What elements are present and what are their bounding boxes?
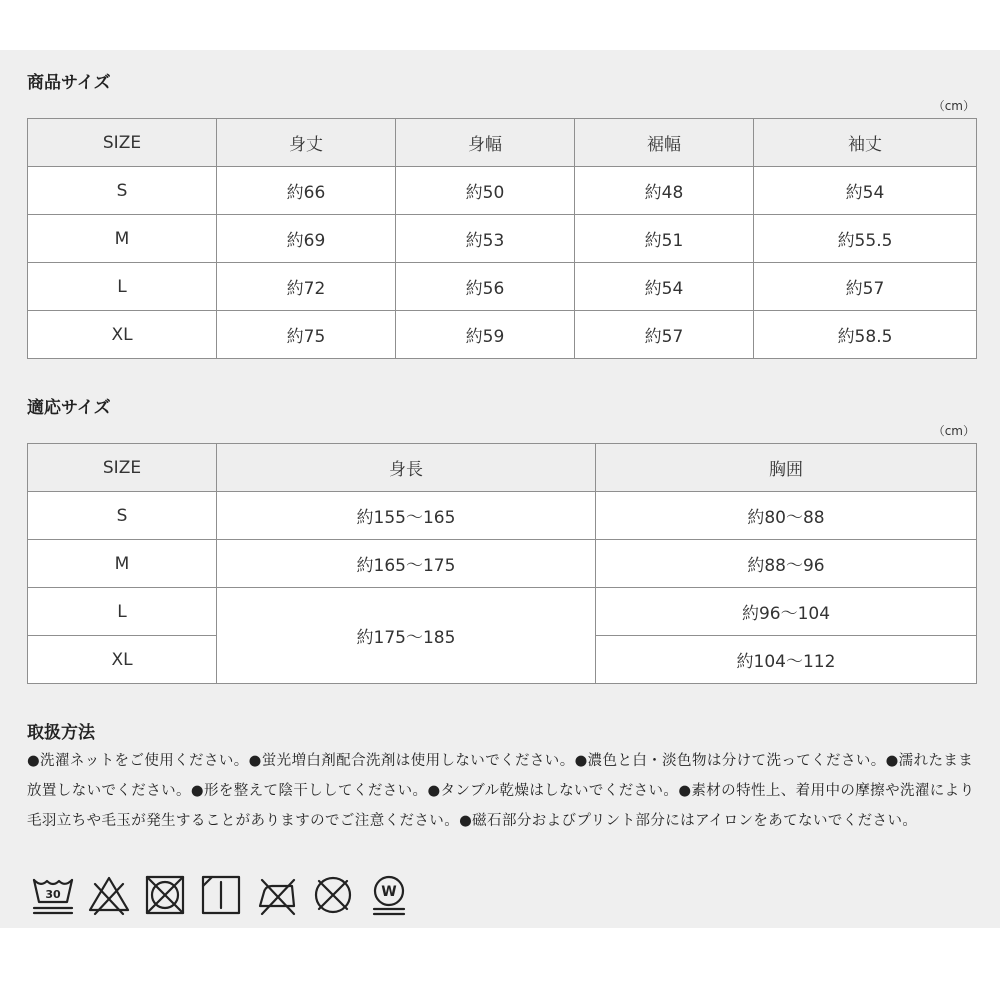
header-cell: 袖丈 xyxy=(754,119,977,167)
line-dry-shade-icon xyxy=(198,872,244,918)
product-size-unit: （cm） xyxy=(932,99,975,113)
product-size-table xyxy=(27,118,977,359)
fit-size-title: 適応サイズ xyxy=(27,398,111,418)
table-row xyxy=(28,492,977,540)
chest-cell: 約88〜96 xyxy=(596,540,977,588)
chest-cell: 約96〜104 xyxy=(596,588,977,636)
fit-size-table xyxy=(27,443,977,684)
table-row xyxy=(28,311,977,359)
no-tumble-dry-icon xyxy=(142,872,188,918)
header-cell: SIZE xyxy=(28,444,217,492)
care-icons xyxy=(30,872,412,918)
wet-clean-icon xyxy=(366,872,412,918)
care-instructions: ●洗濯ネットをご使用ください。●蛍光増白剤配合洗剤は使用しないでください。●濃色と白・淡色物は分けて洗ってください。●濡れたまま放置しないでください。●形を整えて陰干ししてください。●タンブル乾燥はしないでください。●素材の特性上、着用中の摩擦や洗濯により毛羽立ちや毛玉が発生することがありますのでご注意ください。●磁石部分およびプリント部分にはアイロンをあてないでください。 xyxy=(27,753,975,829)
size-cell: L xyxy=(28,588,217,636)
table-cell: 約54 xyxy=(575,263,754,311)
chest-cell: 約104〜112 xyxy=(596,636,977,684)
size-cell: XL xyxy=(28,636,217,684)
table-cell: 約53 xyxy=(396,215,575,263)
svg-text:30: 30 xyxy=(45,888,61,901)
header-cell: 裾幅 xyxy=(575,119,754,167)
table-cell: 約54 xyxy=(754,167,977,215)
table-cell: 約66 xyxy=(217,167,396,215)
table-row xyxy=(28,167,977,215)
table-cell: 約72 xyxy=(217,263,396,311)
table-cell: 約51 xyxy=(575,215,754,263)
size-cell: M xyxy=(28,215,217,263)
table-cell: 約69 xyxy=(217,215,396,263)
svg-text:W: W xyxy=(381,884,397,900)
product-size-title: 商品サイズ xyxy=(27,73,111,93)
size-cell: M xyxy=(28,540,217,588)
table-cell: 約59 xyxy=(396,311,575,359)
header-cell: 身長 xyxy=(217,444,596,492)
table-cell: 約75 xyxy=(217,311,396,359)
care-title: 取扱方法 xyxy=(27,723,95,743)
table-header-row xyxy=(28,444,977,492)
table-cell: 約58.5 xyxy=(754,311,977,359)
table-cell: 約55.5 xyxy=(754,215,977,263)
table-row xyxy=(28,588,977,636)
wash-30-icon xyxy=(30,872,76,918)
table-cell: 約56 xyxy=(396,263,575,311)
height-cell: 約175〜185 xyxy=(217,588,596,684)
table-row xyxy=(28,215,977,263)
size-cell: S xyxy=(28,492,217,540)
height-cell: 約165〜175 xyxy=(217,540,596,588)
no-dry-clean-icon xyxy=(310,872,356,918)
no-iron-icon xyxy=(254,872,300,918)
table-cell: 約50 xyxy=(396,167,575,215)
height-cell: 約155〜165 xyxy=(217,492,596,540)
table-header-row xyxy=(28,119,977,167)
table-row xyxy=(28,540,977,588)
fit-size-unit: （cm） xyxy=(932,424,975,438)
table-cell: 約57 xyxy=(575,311,754,359)
table-cell: 約57 xyxy=(754,263,977,311)
table-cell: 約48 xyxy=(575,167,754,215)
header-cell: SIZE xyxy=(28,119,217,167)
size-cell: S xyxy=(28,167,217,215)
table-row xyxy=(28,263,977,311)
no-bleach-icon xyxy=(86,872,132,918)
header-cell: 身丈 xyxy=(217,119,396,167)
size-cell: XL xyxy=(28,311,217,359)
header-cell: 胸囲 xyxy=(596,444,977,492)
header-cell: 身幅 xyxy=(396,119,575,167)
size-cell: L xyxy=(28,263,217,311)
chest-cell: 約80〜88 xyxy=(596,492,977,540)
